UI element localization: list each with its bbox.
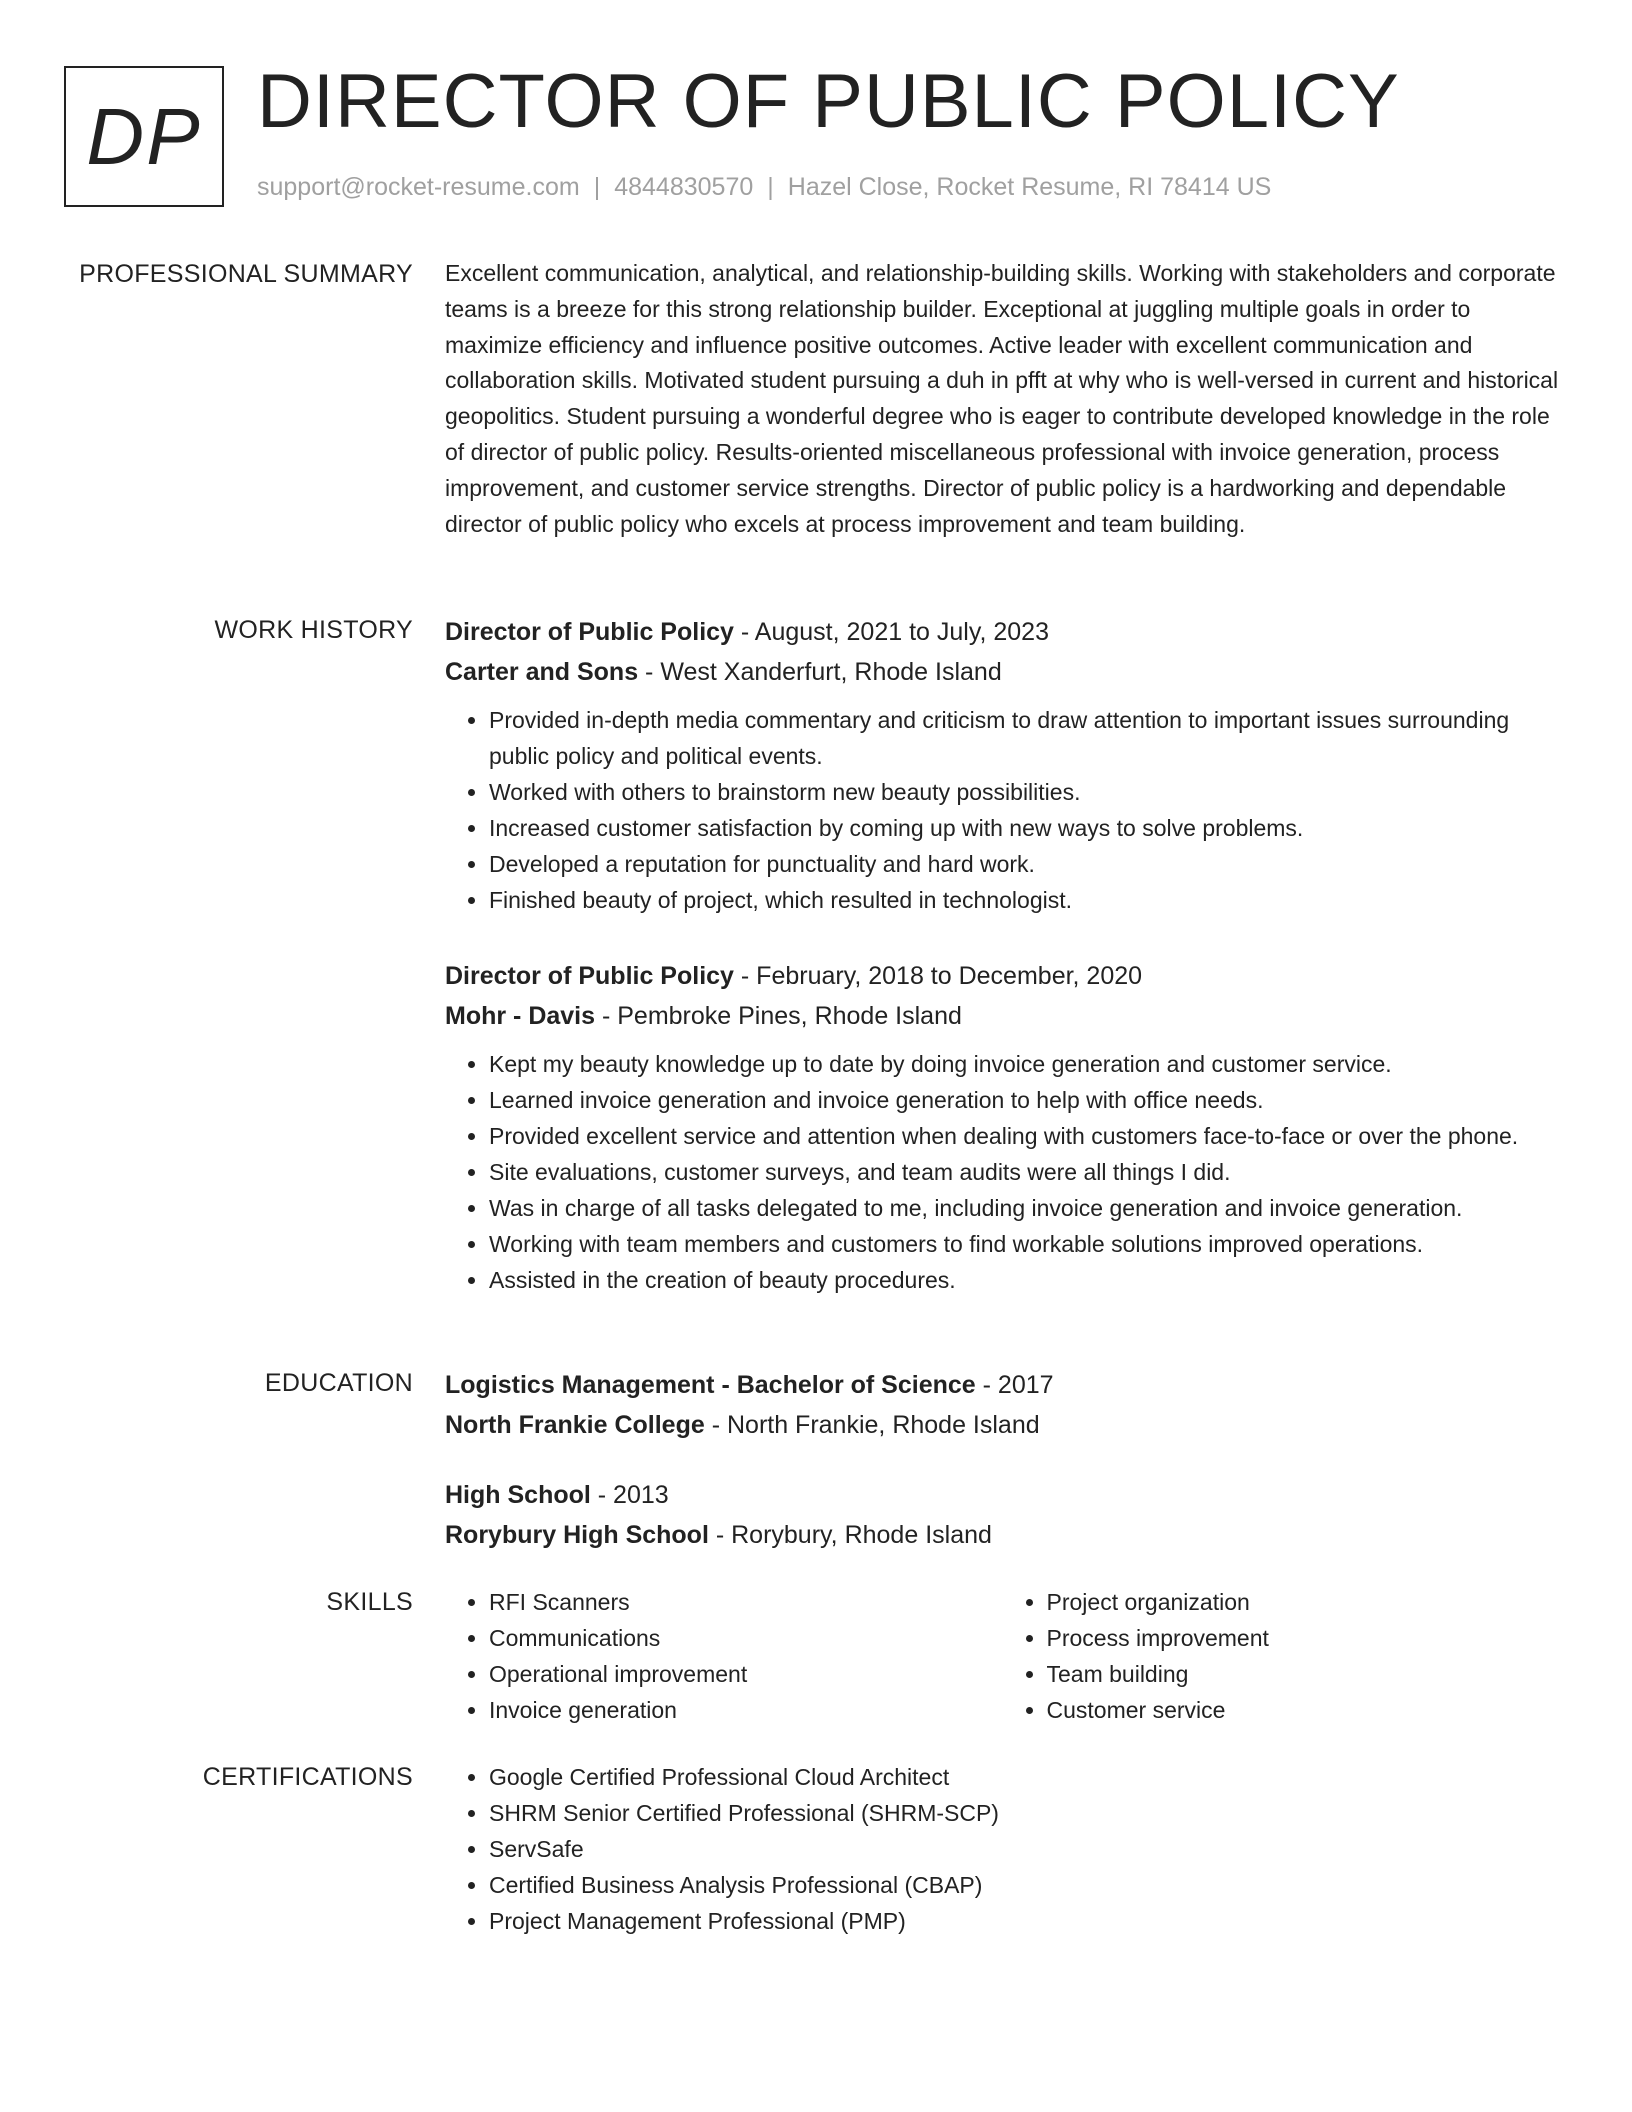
list-item: • Kept my beauty knowledge up to date by doing invoice generation and customer service. xyxy=(489,1046,1560,1082)
monogram-logo xyxy=(64,66,224,207)
list-item: • Team building xyxy=(1047,1656,1561,1692)
contact-line xyxy=(257,173,1271,202)
list-item: • Provided in-depth media commentary and criticism to draw attention to important issues surrounding public policy and political events. xyxy=(489,702,1560,774)
contact-separator: | xyxy=(767,173,774,201)
job-title-line xyxy=(445,612,1560,652)
list-item: • Operational improvement xyxy=(489,1656,1003,1692)
job-location: - West Xanderfurt, Rhode Island xyxy=(638,658,1002,686)
education-degree-line xyxy=(445,1475,1560,1515)
job-entry xyxy=(445,612,1560,918)
job-company-line xyxy=(445,996,1560,1036)
skills-list-right xyxy=(1003,1584,1561,1728)
education-school: Rorybury High School xyxy=(445,1521,709,1549)
job-company: Carter and Sons xyxy=(445,658,639,686)
list-item: • SHRM Senior Certified Professional (SHRM-SCP) xyxy=(489,1795,1560,1831)
section-label-certifications: CERTIFICATIONS xyxy=(202,1763,413,1791)
education-year: - 2017 xyxy=(975,1371,1054,1399)
job-company-line xyxy=(445,652,1560,692)
summary-body xyxy=(445,256,1560,542)
education-school-line xyxy=(445,1515,1560,1555)
contact-email: support@rocket-resume.com xyxy=(257,173,580,201)
list-item: • Was in charge of all tasks delegated to me, including invoice generation and invoice generation. xyxy=(489,1190,1560,1226)
education-entry xyxy=(445,1475,1560,1555)
job-title: Director of Public Policy xyxy=(445,618,734,646)
list-item: • Provided excellent service and attention when dealing with customers face-to-face or over the phone. xyxy=(489,1118,1560,1154)
list-item: • Customer service xyxy=(1047,1692,1561,1728)
list-item: • ServSafe xyxy=(489,1831,1560,1867)
job-title: Director of Public Policy xyxy=(445,962,734,990)
education-degree: High School xyxy=(445,1481,591,1509)
list-item: • RFI Scanners xyxy=(489,1584,1003,1620)
skills-body xyxy=(445,1584,1560,1728)
contact-address: Hazel Close, Rocket Resume, RI 78414 US xyxy=(787,173,1272,201)
certifications-list xyxy=(445,1759,1560,1939)
section-label-summary: PROFESSIONAL SUMMARY xyxy=(79,260,413,288)
education-degree-line xyxy=(445,1365,1560,1405)
list-item: • Certified Business Analysis Professional (CBAP) xyxy=(489,1867,1560,1903)
education-location: - North Frankie, Rhode Island xyxy=(704,1411,1040,1439)
job-location: - Pembroke Pines, Rhode Island xyxy=(595,1002,962,1030)
list-item: • Google Certified Professional Cloud Architect xyxy=(489,1759,1560,1795)
summary-text: Excellent communication, analytical, and relationship-building skills. Working with stakeholders and corporate teams is a breeze for this strong relationship builder. Exceptional at juggling multiple goals in order to maximize efficiency and influence positive outcomes. Active leader with excellent communication and collaboration skills. Motivated student pursuing a duh in pfft at why who is well-versed in current and historical geopolitics. Student pursuing a wonderful degree who is eager to contribute developed knowledge in the role of director of public policy. Results-oriented miscellaneous professional with invoice generation, process improvement, and customer service strengths. Director of public policy is a hardworking and dependable director of public policy who excels at process improvement and team building. xyxy=(445,260,1559,537)
job-bullets xyxy=(445,1046,1560,1298)
list-item: • Communications xyxy=(489,1620,1003,1656)
list-item: • Assisted in the creation of beauty procedures. xyxy=(489,1262,1560,1298)
education-year: - 2013 xyxy=(590,1481,669,1509)
education-location: - Rorybury, Rhode Island xyxy=(708,1521,992,1549)
job-dates: - August, 2021 to July, 2023 xyxy=(733,618,1049,646)
monogram-initials: DP xyxy=(86,91,202,181)
job-company: Mohr - Davis xyxy=(445,1002,596,1030)
education-school: North Frankie College xyxy=(445,1411,705,1439)
job-entry xyxy=(445,956,1560,1298)
work-history-body xyxy=(445,612,1560,1336)
list-item: • Site evaluations, customer surveys, and team audits were all things I did. xyxy=(489,1154,1560,1190)
education-body xyxy=(445,1365,1560,1593)
education-degree: Logistics Management - Bachelor of Science xyxy=(445,1371,976,1399)
education-school-line xyxy=(445,1405,1560,1445)
resume-title: DIRECTOR OF PUBLIC POLICY xyxy=(257,59,1400,144)
contact-separator: | xyxy=(593,173,601,201)
list-item: • Finished beauty of project, which resulted in technologist. xyxy=(489,882,1560,918)
list-item: • Invoice generation xyxy=(489,1692,1003,1728)
list-item: • Project organization xyxy=(1047,1584,1561,1620)
job-bullets xyxy=(445,702,1560,918)
list-item: • Working with team members and customers to find workable solutions improved operations. xyxy=(489,1226,1560,1262)
section-label-skills: SKILLS xyxy=(326,1588,413,1616)
skills-list-left xyxy=(445,1584,1003,1728)
list-item: • Learned invoice generation and invoice generation to help with office needs. xyxy=(489,1082,1560,1118)
list-item: • Project Management Professional (PMP) xyxy=(489,1903,1560,1939)
job-dates: - February, 2018 to December, 2020 xyxy=(733,962,1143,990)
skills-grid xyxy=(445,1584,1560,1728)
list-item: • Process improvement xyxy=(1047,1620,1561,1656)
job-title-line xyxy=(445,956,1560,996)
list-item: • Increased customer satisfaction by coming up with new ways to solve problems. xyxy=(489,810,1560,846)
list-item: • Developed a reputation for punctuality and hard work. xyxy=(489,846,1560,882)
list-item: • Worked with others to brainstorm new beauty possibilities. xyxy=(489,774,1560,810)
contact-phone: 4844830570 xyxy=(614,173,754,201)
education-entry xyxy=(445,1365,1560,1445)
certifications-body xyxy=(445,1759,1560,1939)
section-label-work: WORK HISTORY xyxy=(214,616,413,644)
section-label-education: EDUCATION xyxy=(264,1369,413,1397)
